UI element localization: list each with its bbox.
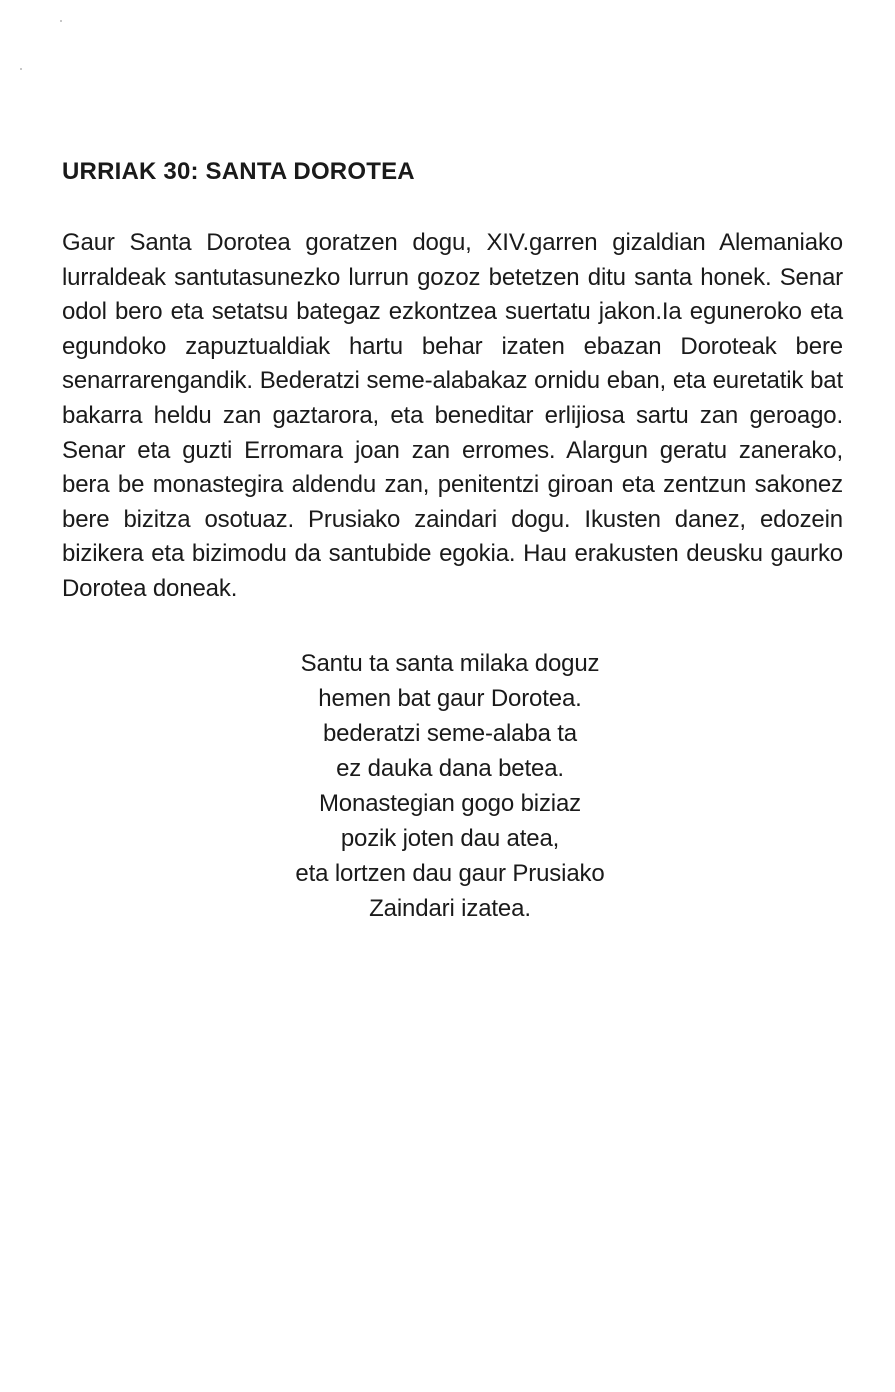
poem-line: hemen bat gaur Dorotea. [318, 685, 582, 712]
poem-line: bederatzi seme-alaba ta [322, 720, 578, 747]
poem-line: Zaindari izatea. [369, 895, 531, 922]
poem [200, 646, 700, 926]
poem-line: pozik joten dau atea, [340, 825, 560, 852]
page-title: URRIAK 30: SANTA DOROTEA [62, 158, 415, 185]
scan-speck [60, 20, 62, 22]
poem-line: Santu ta santa milaka doguz [300, 650, 600, 677]
poem-line: ez dauka dana betea. [336, 755, 564, 782]
poem-line: Monastegian gogo biziaz [318, 790, 582, 817]
scan-speck [20, 68, 22, 70]
poem-line: eta lortzen dau gaur Prusiako [295, 860, 605, 887]
body-paragraph: Gaur Santa Dorotea goratzen dogu, XIV.garren gizaldian Alemaniako lurraldeak santutasunezko lurrun gozoz betetzen ditu santa honek. Senar odol bero eta setatsu bategaz ezkontzea suertatu jakon.Ia eguneroko eta egundoko zapuztualdiak hartu behar izaten ebazan Doroteak bere senarrarengandik. Bederatzi seme-alabakaz ornidu eban, eta euretatik bat bakarra heldu zan gaztarora, eta beneditar erlijiosa sartu zan geroago. Senar eta guzti Erromara joan zan erromes. Alargun geratu zanerako, bera be monastegira aldendu zan, penitentzi giroan eta zentzun sakonez bere bizitza osotuaz. Prusiako zaindari dogu. Ikusten danez, edozein bizikera eta bizimodu da santubide egokia. Hau erakusten deusku gaurko Dorotea doneak. [62, 229, 843, 602]
